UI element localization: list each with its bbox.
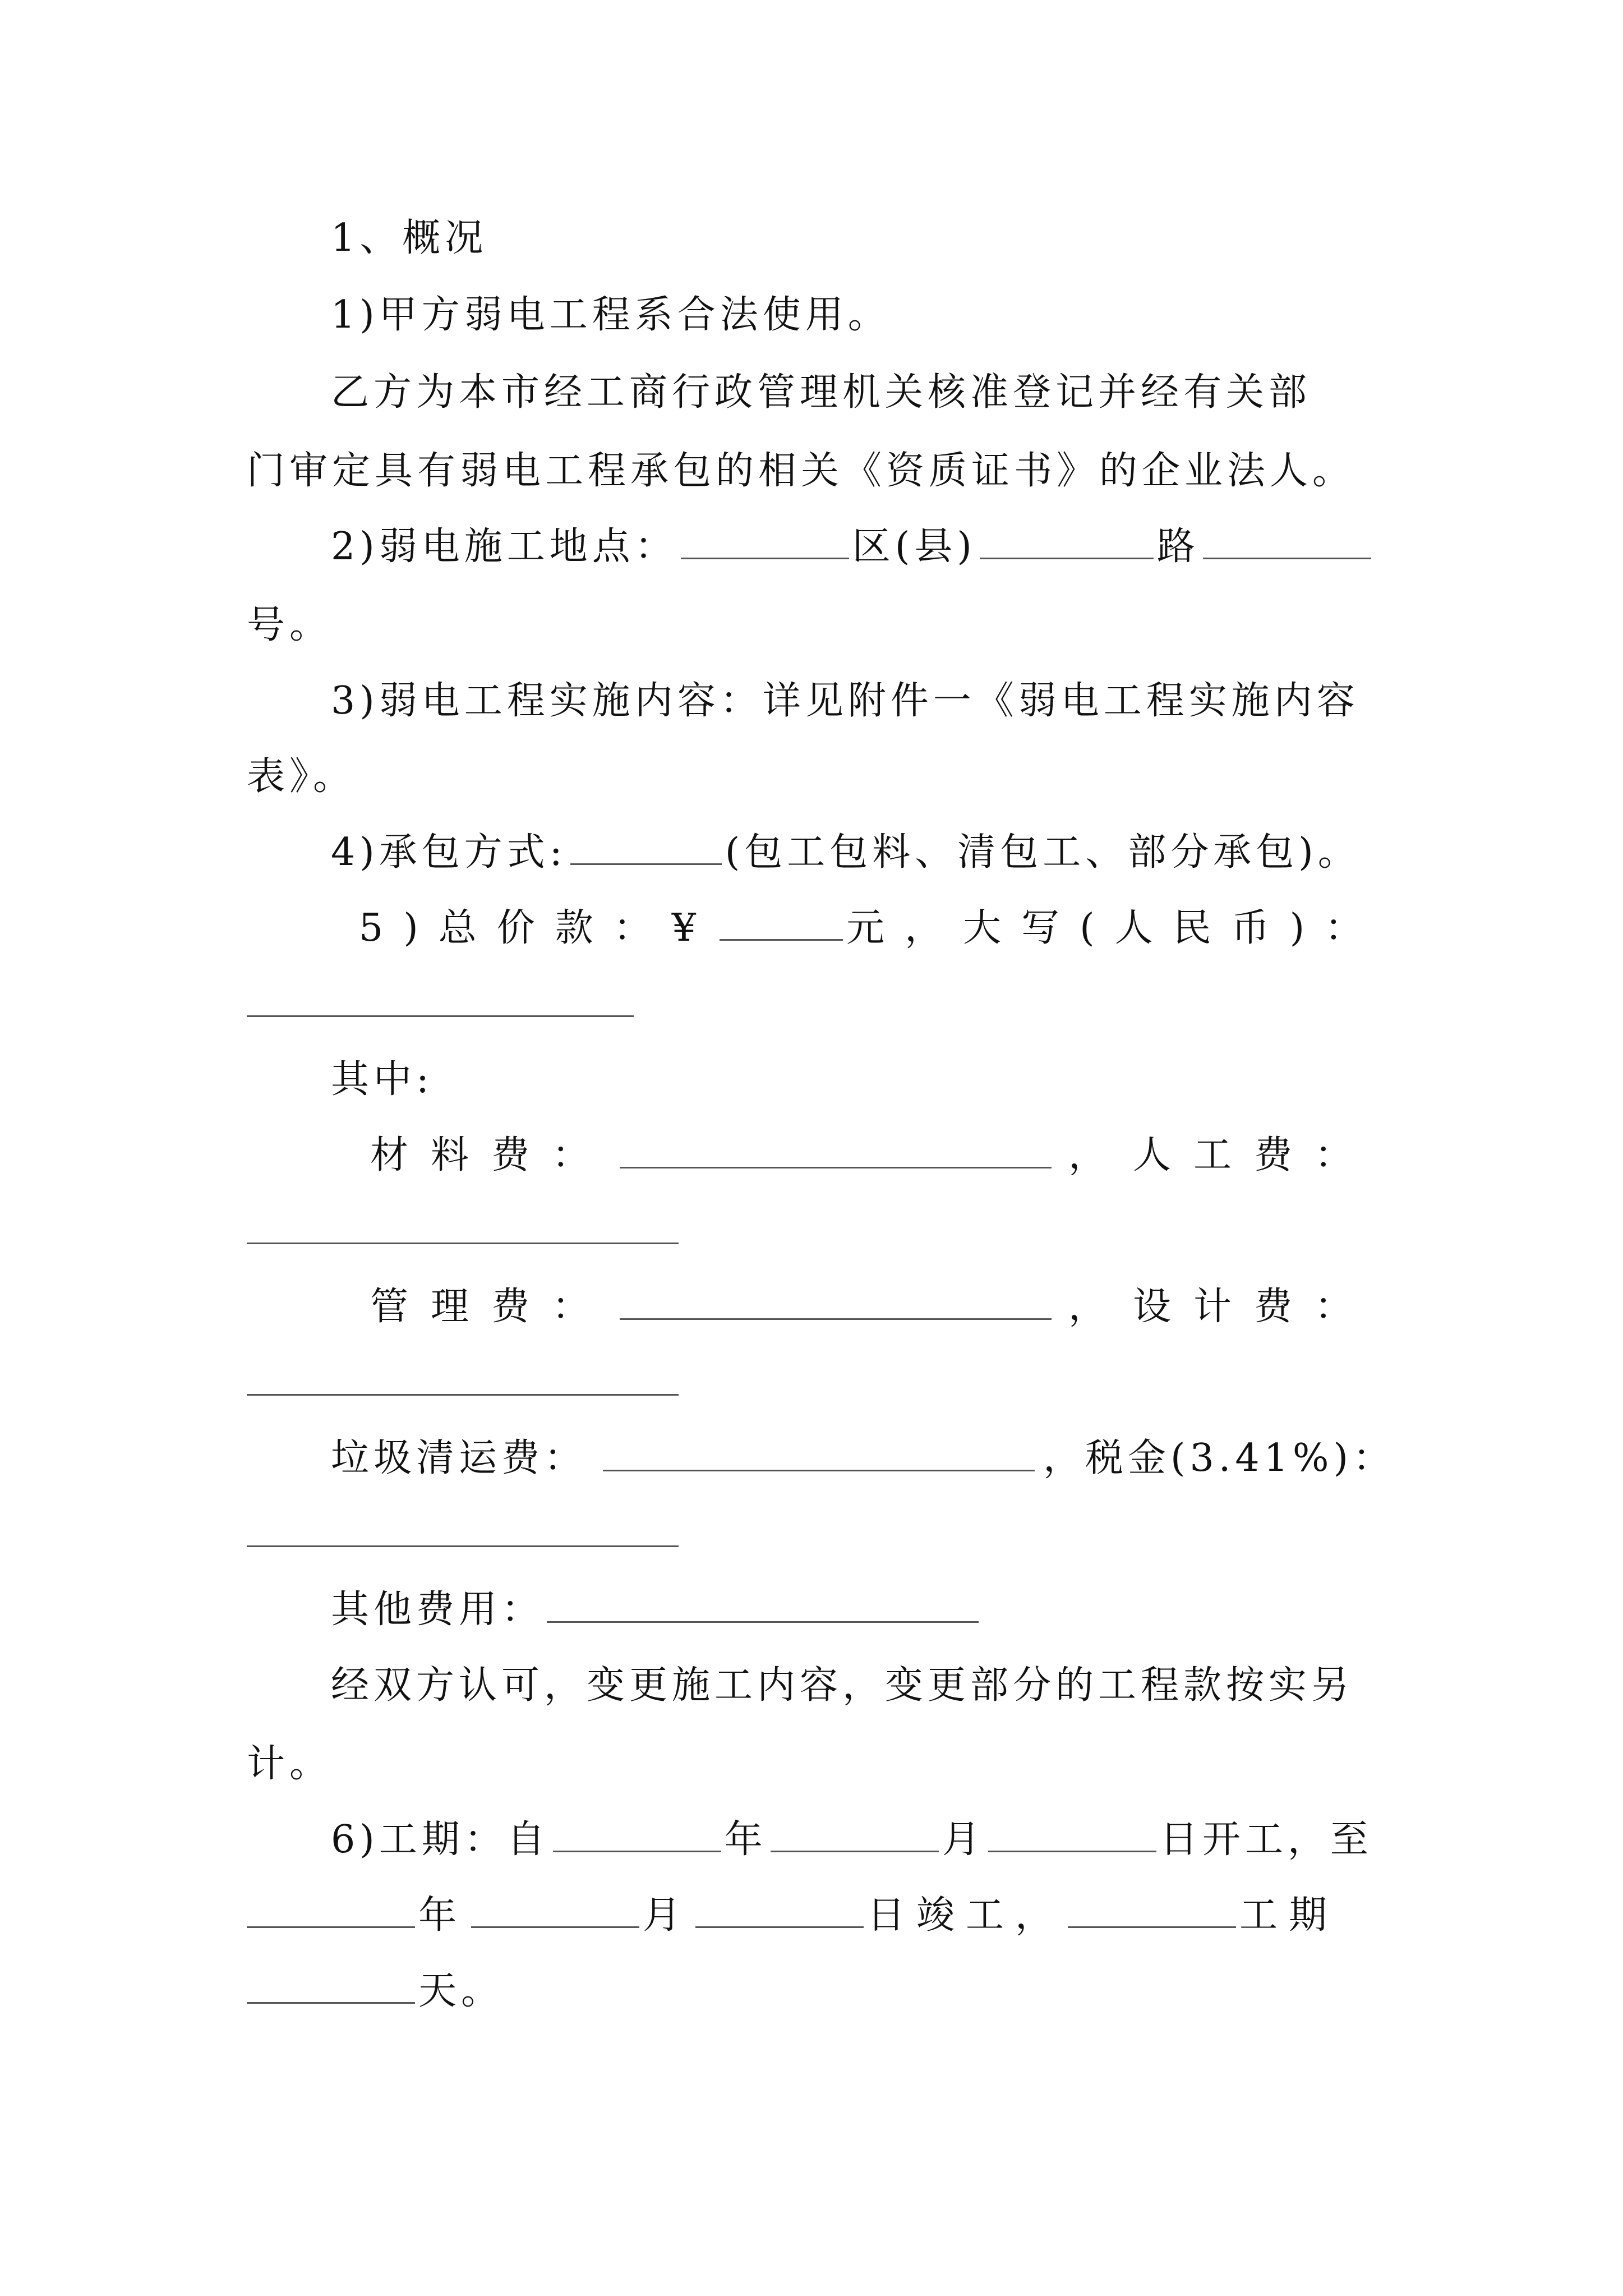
end-year-label: 年 — [418, 1893, 468, 1938]
schedule-label: 6)工期：自 — [331, 1818, 550, 1862]
days-label: 天。 — [418, 1969, 504, 2013]
clause-3-line-2: 表》。 — [247, 754, 356, 799]
other-fee-label: 其他费用： — [331, 1588, 545, 1632]
clause-1: 1)甲方弱电工程系合法使用。 — [331, 293, 891, 337]
district-blank[interactable] — [681, 557, 849, 559]
section-heading: 1、概况 — [331, 216, 488, 260]
party-b-line-1: 乙方为本市经工商行政管理机关核准登记并经有关部 — [331, 370, 1312, 415]
clause-5-price — [359, 903, 1383, 954]
change-clause-line-1: 经双方认可，变更施工内容，变更部分的工程款按实另 — [331, 1663, 1354, 1708]
start-year-blank[interactable] — [553, 1850, 721, 1852]
tax-blank[interactable] — [247, 1545, 679, 1547]
clause-3-line-1: 3)弱电工程实施内容：详见附件一《弱电工程实施内容 — [331, 679, 1359, 723]
period-label: 工期 — [1239, 1893, 1339, 1938]
party-b-line-2: 门审定具有弱电工程承包的相关《资质证书》的企业法人。 — [247, 449, 1355, 493]
district-label: 区(县) — [852, 524, 976, 569]
start-day-label: 日开工，至 — [1159, 1818, 1373, 1862]
number-blank[interactable] — [1203, 557, 1371, 559]
tax-label: 税金(3.41%)： — [1085, 1436, 1396, 1480]
end-month-blank[interactable] — [471, 1926, 639, 1928]
number-label: 号。 — [247, 603, 333, 647]
other-fee-blank[interactable] — [547, 1621, 979, 1623]
material-fee-label: 材料费： — [370, 1133, 613, 1177]
start-day-blank[interactable] — [988, 1850, 1156, 1852]
start-month-label: 月 — [942, 1818, 985, 1862]
design-fee-label: 设计费： — [1133, 1285, 1376, 1329]
method-blank[interactable] — [570, 863, 722, 865]
start-year-label: 年 — [724, 1818, 767, 1862]
end-year-blank[interactable] — [247, 1926, 415, 1928]
breakdown-heading: 其中: — [331, 1057, 434, 1102]
material-comma: ， — [1068, 1133, 1112, 1177]
design-fee-blank[interactable] — [247, 1394, 679, 1396]
start-month-blank[interactable] — [771, 1850, 939, 1852]
method-options: (包工包料、清包工、部分承包)。 — [725, 830, 1361, 875]
management-comma: ， — [1068, 1285, 1112, 1329]
method-label: 4)承包方式: — [331, 830, 567, 875]
capital-amount-blank[interactable] — [247, 1015, 634, 1017]
currency-symbol: ¥ — [671, 906, 717, 950]
change-clause-line-2: 计。 — [247, 1742, 333, 1786]
period-blank[interactable] — [1068, 1926, 1236, 1928]
labor-fee-blank[interactable] — [247, 1243, 679, 1244]
management-fee-blank[interactable] — [620, 1318, 1052, 1320]
road-blank[interactable] — [980, 557, 1154, 559]
end-day-blank[interactable] — [695, 1926, 864, 1928]
garbage-comma: ， — [1043, 1436, 1086, 1480]
road-label: 路 — [1156, 524, 1200, 569]
days-line — [247, 1966, 504, 2017]
clause-6-schedule — [331, 1815, 1373, 1865]
end-month-label: 月 — [643, 1893, 693, 1938]
schedule-end-line — [247, 1890, 1338, 1941]
management-fee-label: 管理费： — [370, 1285, 613, 1329]
clause-4-method — [331, 827, 1361, 878]
labor-fee-label: 人工费： — [1133, 1133, 1376, 1177]
end-day-label: 日竣工， — [867, 1893, 1065, 1938]
garbage-fee-blank[interactable] — [603, 1470, 1035, 1471]
price-blank[interactable] — [720, 938, 843, 941]
yuan-label: 元， — [846, 906, 963, 950]
capital-label: 大写(人民币)： — [963, 906, 1384, 950]
material-fee-blank[interactable] — [620, 1167, 1052, 1168]
garbage-fee-label: 垃圾清运费： — [331, 1436, 587, 1480]
clause-2-location — [331, 522, 1375, 572]
location-label: 2)弱电施工地点： — [331, 524, 677, 569]
days-blank[interactable] — [247, 2001, 415, 2004]
price-label: 5)总价款： — [359, 906, 672, 950]
